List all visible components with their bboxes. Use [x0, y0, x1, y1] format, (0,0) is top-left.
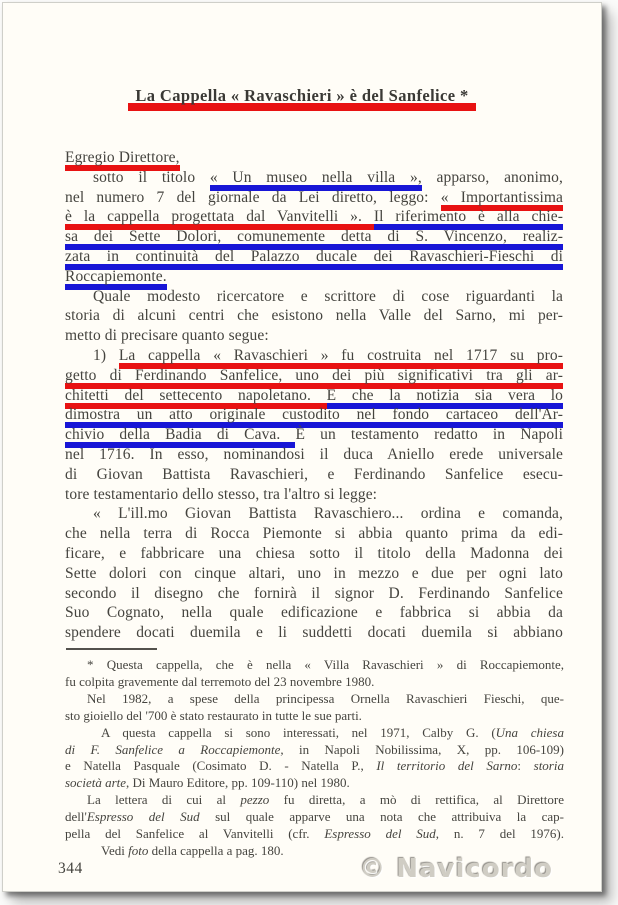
text-line [65, 227, 563, 247]
text-line [65, 603, 563, 623]
text-line [65, 708, 564, 725]
text-line [65, 425, 563, 445]
text-segment: Vedi [101, 842, 129, 858]
text-segment: nel 1716. In esso, nominandosi il duca Aniello erede universale [65, 445, 563, 463]
text-segment: spendere docati duemila e li suddetti docati duemila si abbiano [65, 624, 563, 642]
red-underlined-text: getto di Ferdinando Sanfelice, uno dei più significativi tra gli ar- [65, 367, 563, 389]
body-text [65, 148, 563, 643]
title-red-underlined-text: La Cappella « Ravaschieri » è del Sanfelice * [128, 86, 475, 111]
text-segment: di Giovan Battista Ravaschieri, e Ferdinando Sanfelice esecu- [65, 465, 563, 483]
text-segment: La lettera di cui al [87, 792, 241, 808]
italic-text-segment: foto [128, 842, 149, 858]
text-segment: secondo il disegno che fornirà il signor D. Ferdinando Sanfelice [65, 584, 563, 602]
text-segment: * Questa cappella, che è nella « Villa Ravaschieri » di Roccapiemonte, [87, 657, 564, 672]
text-segment: in Napoli Nobilissima, X, pp. 106-109) [283, 741, 564, 757]
text-line [65, 188, 563, 208]
blue-underlined-text: E che la notizia sia vera lo [327, 387, 563, 409]
text-line [65, 504, 563, 524]
text-segment: « L'ill.mo Giovan Battista Ravaschiero... ordina e comanda, [93, 505, 563, 523]
text-segment: storia di alcuni centri che esistono nella Valle del Sarno, mi per- [65, 307, 563, 325]
italic-text-segment: pezzo [240, 792, 270, 808]
blue-underlined-text: Il riferimento è alla chie- [374, 208, 563, 230]
text-line [65, 405, 563, 425]
blue-underlined-text: sa dei Sette Dolori, comunemente detta di S. Vincenzo, realiz- [65, 228, 563, 250]
text-segment: sul quale apparve una nota che attribuiva la cap- [199, 809, 564, 825]
footnotes [65, 657, 564, 860]
italic-text-segment: Espresso del Sud [324, 826, 436, 842]
text-line [65, 775, 564, 792]
italic-text-segment: di F. Sanfelice a Roccapiemonte, [65, 741, 284, 757]
text-line [65, 564, 563, 584]
red-underlined-text: è la cappella progettata dal Vanvitelli ». [65, 208, 374, 230]
text-line [65, 247, 563, 267]
text-segment: : [517, 758, 534, 774]
text-segment: Suo Cognato, nella quale edificazione e fabbrica si abbia da [65, 604, 563, 622]
text-segment: fu diretta, a mò di rettifica, al Direttore [269, 792, 564, 808]
blue-underlined-text: zata in continuità del Palazzo ducale dei Ravaschieri-Fieschi di [65, 248, 563, 270]
blue-underlined-text: chivio della Badia di Cava. [65, 426, 295, 448]
page-title [3, 86, 601, 106]
text-line [65, 809, 564, 826]
text-line [65, 725, 564, 742]
text-segment: pella del Sanfelice al Vanvitelli (cfr. [65, 826, 325, 842]
red-underlined-text: chitetti del settecento napoletano. [65, 387, 327, 409]
italic-text-segment: Espresso del Sud [86, 809, 200, 825]
italic-text-segment: società arte [65, 775, 127, 791]
text-line [65, 306, 563, 326]
text-line [65, 168, 563, 188]
text-line [65, 207, 563, 227]
page-number: 344 [58, 860, 83, 877]
text-segment: , n. 7 del 1976). [435, 826, 564, 842]
text-line [65, 623, 563, 643]
text-segment: , Di Mauro Editore, pp. 109-110) nel 1980. [126, 775, 350, 791]
blue-underlined-text: dimostra un atto originale custodito nel fondo cartaceo dell'Ar- [65, 406, 563, 428]
text-line [65, 742, 564, 759]
text-segment: Sette dolori con cinque altari, uno in mezzo e due per ogni lato [65, 564, 563, 582]
text-line [65, 584, 563, 604]
text-segment: della cappella a pag. 180. [148, 842, 284, 858]
text-line [65, 524, 563, 544]
text-segment: ficare, e fabbricare una chiesa sotto il titolo della Madonna dei [65, 544, 563, 562]
red-underlined-text: Egregio Direttore, [65, 149, 180, 171]
text-segment: sotto il titolo [93, 168, 210, 186]
text-line [65, 465, 563, 485]
text-line [65, 674, 564, 691]
text-line [65, 792, 564, 809]
text-line [65, 544, 563, 564]
italic-text-segment: Il territorio del Sarno [376, 758, 518, 774]
text-segment: apparso, anonimo, [421, 168, 563, 186]
text-segment: e Natella Pasquale (Cosimato D. - Natella P., [65, 758, 377, 774]
text-line [65, 657, 564, 674]
text-segment: È un testamento redatto in Napoli [295, 426, 563, 444]
blue-underlined-text: Roccapiemonte. [65, 268, 167, 290]
red-underlined-text: La cappella « Ravaschieri » fu costruita nel 1717 su pro- [119, 347, 563, 369]
text-segment: metto di precisare quanto segue: [65, 327, 269, 345]
blue-underlined-text: « Un museo nella villa », [210, 169, 422, 191]
text-segment: dell' [65, 809, 87, 825]
text-segment: Nel 1982, a spese della principessa Ornella Ravaschieri Fieschi, que- [87, 690, 564, 706]
text-segment: A questa cappella si sono interessati, nel 1971, Calby G. ( [101, 724, 496, 740]
red-underlined-text: « Importantissima [441, 189, 563, 211]
document-page [2, 2, 602, 892]
text-segment: che nella terra di Rocca Piemonte si abbia quanto prima da edi- [65, 525, 563, 543]
text-segment: fu colpita gravemente dal terremoto del 23 novembre 1980. [65, 673, 375, 689]
text-line [65, 148, 563, 168]
text-line [65, 485, 563, 505]
text-line [65, 758, 564, 775]
footnote-separator-rule [66, 648, 157, 650]
text-line [65, 346, 563, 366]
italic-text-segment: storia [533, 758, 564, 774]
text-line [65, 826, 564, 843]
italic-text-segment: Una chiesa [495, 724, 564, 740]
text-line [65, 366, 563, 386]
text-segment: Quale modesto ricercatore e scrittore di cose riguardanti la [93, 287, 563, 305]
text-segment: tore testamentario dello stesso, tra l'altro si legge: [65, 485, 378, 503]
text-line [65, 691, 564, 708]
text-line [65, 287, 563, 307]
text-line [65, 445, 563, 465]
text-line [65, 326, 563, 346]
text-segment: nel numero 7 del giornale da Lei diretto, leggo: [65, 188, 441, 206]
text-segment: sto gioiello del '700 è stato restaurato in tutte le sue parti. [65, 707, 362, 723]
text-segment: 1) [93, 346, 119, 364]
watermark: © Navicordo [359, 854, 553, 884]
text-line [65, 386, 563, 406]
